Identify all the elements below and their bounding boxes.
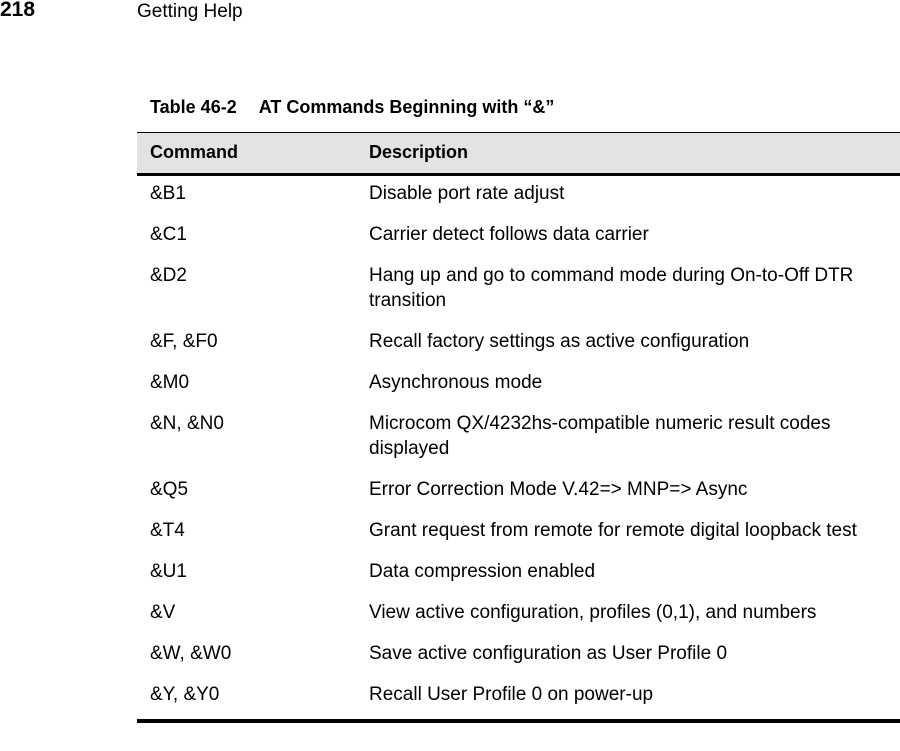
description-cell: Grant request from remote for remote digital loopback test [369, 520, 857, 541]
command-cell: &U1 [150, 561, 187, 582]
command-cell: &T4 [150, 520, 185, 541]
table-row [137, 678, 900, 719]
table-row [137, 555, 900, 596]
command-cell: &W, &W0 [150, 643, 232, 664]
description-cell: Error Correction Mode V.42=> MNP=> Async [369, 479, 748, 500]
description-cell: Recall factory settings as active configuration [369, 331, 750, 352]
command-cell: &F, &F0 [150, 331, 218, 352]
at-commands-table [137, 132, 900, 723]
running-title: Getting Help [137, 1, 243, 22]
command-cell: &C1 [150, 224, 187, 245]
description-cell: Hang up and go to command mode during On-to-Off DTR transition [369, 265, 854, 311]
command-cell: &Q5 [150, 479, 189, 500]
command-cell: &N, &N0 [150, 413, 224, 434]
table-label: Table 46-2 [150, 97, 237, 117]
column-header-command: Command [150, 142, 239, 162]
command-cell: &Y, &Y0 [150, 684, 220, 705]
table-row [137, 218, 900, 259]
description-cell: Disable port rate adjust [369, 183, 565, 204]
table-row [137, 325, 900, 366]
command-cell: &D2 [150, 265, 187, 286]
description-cell: Recall User Profile 0 on power-up [369, 684, 654, 705]
description-cell: Data compression enabled [369, 561, 596, 582]
command-cell: &V [150, 602, 176, 623]
table-row [137, 596, 900, 637]
command-cell: &M0 [150, 372, 190, 393]
description-cell: Save active configuration as User Profile 0 [369, 643, 728, 664]
table-title: AT Commands Beginning with “&” [258, 97, 555, 117]
description-cell: View active configuration, profiles (0,1), and numbers [369, 602, 817, 623]
column-header-description: Description [369, 142, 469, 162]
table-row [137, 366, 900, 407]
table-row [137, 259, 900, 325]
table-header-row [137, 133, 900, 176]
page-number: 218 [0, 0, 36, 21]
table-caption [150, 97, 554, 118]
table-row [137, 514, 900, 555]
description-cell: Carrier detect follows data carrier [369, 224, 649, 245]
table-row [137, 176, 900, 218]
table-body [137, 176, 900, 719]
table-row [137, 473, 900, 514]
table-row [137, 637, 900, 678]
description-cell: Microcom QX/4232hs-compatible numeric result codes displayed [369, 413, 831, 459]
command-cell: &B1 [150, 183, 186, 204]
table-row [137, 407, 900, 473]
description-cell: Asynchronous mode [369, 372, 543, 393]
